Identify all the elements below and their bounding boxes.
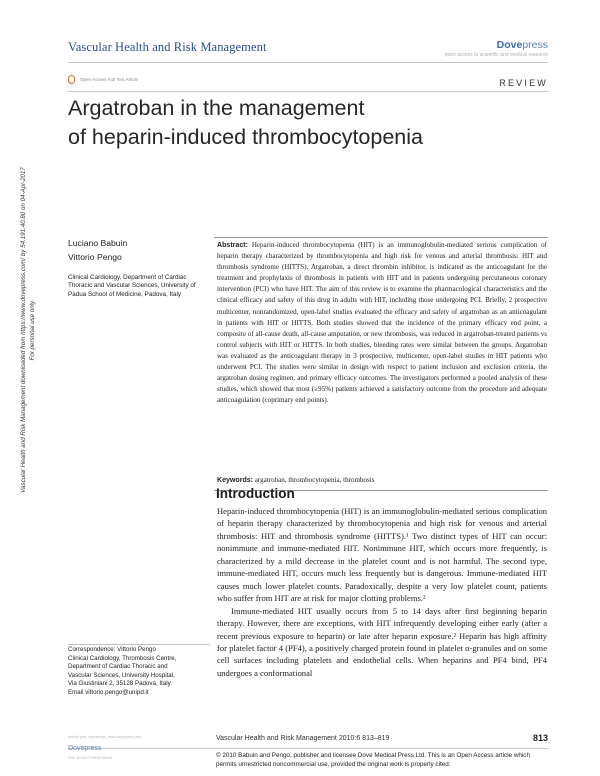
journal-citation: Vascular Health and Risk Management 2010:6 813–819 bbox=[216, 735, 390, 742]
author-list bbox=[68, 236, 127, 264]
keywords-label: Keywords: bbox=[217, 477, 254, 484]
header-divider bbox=[68, 62, 548, 63]
sidebar-personal-use: For personal use only. bbox=[28, 299, 36, 361]
author-name: Luciano Babuin bbox=[68, 238, 128, 248]
title-line-1: Argatroban in the management bbox=[68, 96, 365, 120]
keywords-list: argatroban, thrombocytopenia, thrombosis bbox=[254, 476, 375, 484]
article-type: REVIEW bbox=[499, 78, 548, 88]
title-line-2: of heparin-induced thrombocytopenia bbox=[68, 125, 423, 149]
correspondence-email[interactable]: Email vittorio.pengo@unipd.it bbox=[68, 688, 149, 696]
abstract-body: Heparin-induced thrombocytopenia (HIT) is an immunoglobulin-mediated serious complication of heparin therapy characterized by thrombocytopenia and high risk for venous and arterial thrombosis: HIT and thrombosis syndrome (HITTS). Argatroban, a direct thrombin inhibitor, is indicated as the anticoagulant for the treatment and prophylaxis of thrombosis in patients with HIT and in patients undergoing percutaneous coronary intervention (PCI) who have HIT. The aim of this review is to examine the pharmacological characteristics and the clinical efficacy and safety of this drug in adults with HIT, including those undergoing PCI. Briefly, 2 prospective multicenter, nonrandomized, open-label studies evaluated the efficacy and safety of argatroban as an anticoagulant in patients with HIT or HITTS. Both studies showed that the incidence of the primary efficacy end point, a composite of all-cause death, all-cause amputation, or new thrombosis, was reduced in argatroban-treated patients vs control subjects with HIT or HITTS. In both studies, bleeding rates were similar between the groups. Argatroban was evaluated as the anticoagulant therapy in 3 prospective, multicenter, open-label studies in HIT patients who underwent PCI. The studies were similar in design with respect to patient inclusion and exclusion criteria, the argatroban dosing regimen, and primary efficacy outcomes. The investigators performed a pooled analysis of these studies, which showed that most (≥95%) patients achieved a satisfactory outcome from the procedure and adequate anticoagulation (coprimary end points). bbox=[217, 241, 547, 405]
publisher-logo bbox=[497, 39, 548, 51]
brand-dove: Dove bbox=[496, 39, 523, 51]
correspondence bbox=[68, 646, 213, 698]
footer-publisher-logo: Dovepress bbox=[68, 745, 102, 752]
correspondence-divider bbox=[68, 644, 210, 645]
abstract bbox=[217, 240, 547, 406]
correspondence-line: Correspondence: Vittorio Pengo bbox=[68, 646, 156, 653]
publisher-tagline: open access to scientific and medical research bbox=[444, 52, 548, 58]
open-access-badge bbox=[68, 75, 138, 84]
page-number: 813 bbox=[532, 733, 548, 743]
correspondence-line: Via Giustiniani 2, 35128 Padova, Italy bbox=[68, 680, 171, 688]
submit-manuscript-link[interactable]: submit your manuscript | www.dovepress.com bbox=[68, 735, 142, 739]
journal-name: Vascular Health and Risk Management bbox=[68, 40, 267, 54]
open-access-label: Open Access Full Text Article bbox=[80, 77, 138, 82]
author-affiliation: Clinical Cardiology, Department of Cardiac Thoracic and Vascular Sciences, University of Padua School of Medicine, Padova, Italy bbox=[68, 274, 196, 298]
article-title bbox=[68, 94, 528, 152]
paragraph: Heparin-induced thrombocytopenia (HIT) is an immunoglobulin-mediated serious complication of heparin therapy characterized by thrombocytopenia and high risk for venous and arterial thrombosis: HIT and thrombosis syndrome (HITTS).¹ Two distinct types of HIT can occur: nonimmune and immune-mediated HIT. Nonimmune HIT, which occurs more frequently, is characterized by a mild decrease in the platelet count and is not harmful. The second type, immune-mediated HIT, occurs much less frequently but is dangerous. Immune-mediated HIT causes much lower platelet counts. Paradoxically, despite a very low platelet count, patients who suffer from HIT are at risk for major clotting problems.² bbox=[217, 506, 547, 604]
download-sidebar bbox=[20, 120, 60, 540]
introduction-body bbox=[217, 505, 547, 679]
doi: DOI: 10.2147/VHRM.S6004 bbox=[68, 756, 113, 760]
author-name: Vittorio Pengo bbox=[68, 252, 122, 262]
copyright-notice: © 2010 Babuin and Pengo, publisher and licensee Dove Medical Press Ltd. This is an Open Access article which permits unrestricted noncommercial use, provided the original work is properly cited. bbox=[216, 752, 530, 768]
keywords bbox=[217, 476, 547, 484]
abstract-label: Abstract: bbox=[217, 242, 248, 249]
correspondence-line: Department of Cardiac Thoracic and bbox=[68, 663, 168, 671]
correspondence-line: Clinical Cardiology, Thrombosis Centre, bbox=[68, 654, 177, 662]
brand-press: press bbox=[522, 39, 548, 51]
correspondence-line: Vascular Sciences, University Hospital, bbox=[68, 671, 175, 679]
type-divider bbox=[68, 91, 548, 92]
paragraph: Immune-mediated HIT usually occurs from 5 to 14 days after first beginning heparin therapy. However, there are exceptions, with HIT infrequently developing either early (after a recent previous exposure to heparin) or late after heparin exposure.² Heparin has high affinity for platelet factor 4 (PF4), a positively charged protein found in platelet α-granules and on some cell surfaces including platelets and endothelial cells. When heparins and PF4 bind, PF4 undergoes a conformational bbox=[217, 605, 547, 678]
section-heading-introduction: Introduction bbox=[216, 486, 295, 501]
footer-divider bbox=[68, 748, 548, 749]
sidebar-download-line: Vascular Health and Risk Management downloaded from https://www.dovepress.com/ by 54.191.40.80 on 04-Apr-2017 bbox=[20, 167, 27, 493]
open-access-lock-icon bbox=[68, 75, 75, 84]
